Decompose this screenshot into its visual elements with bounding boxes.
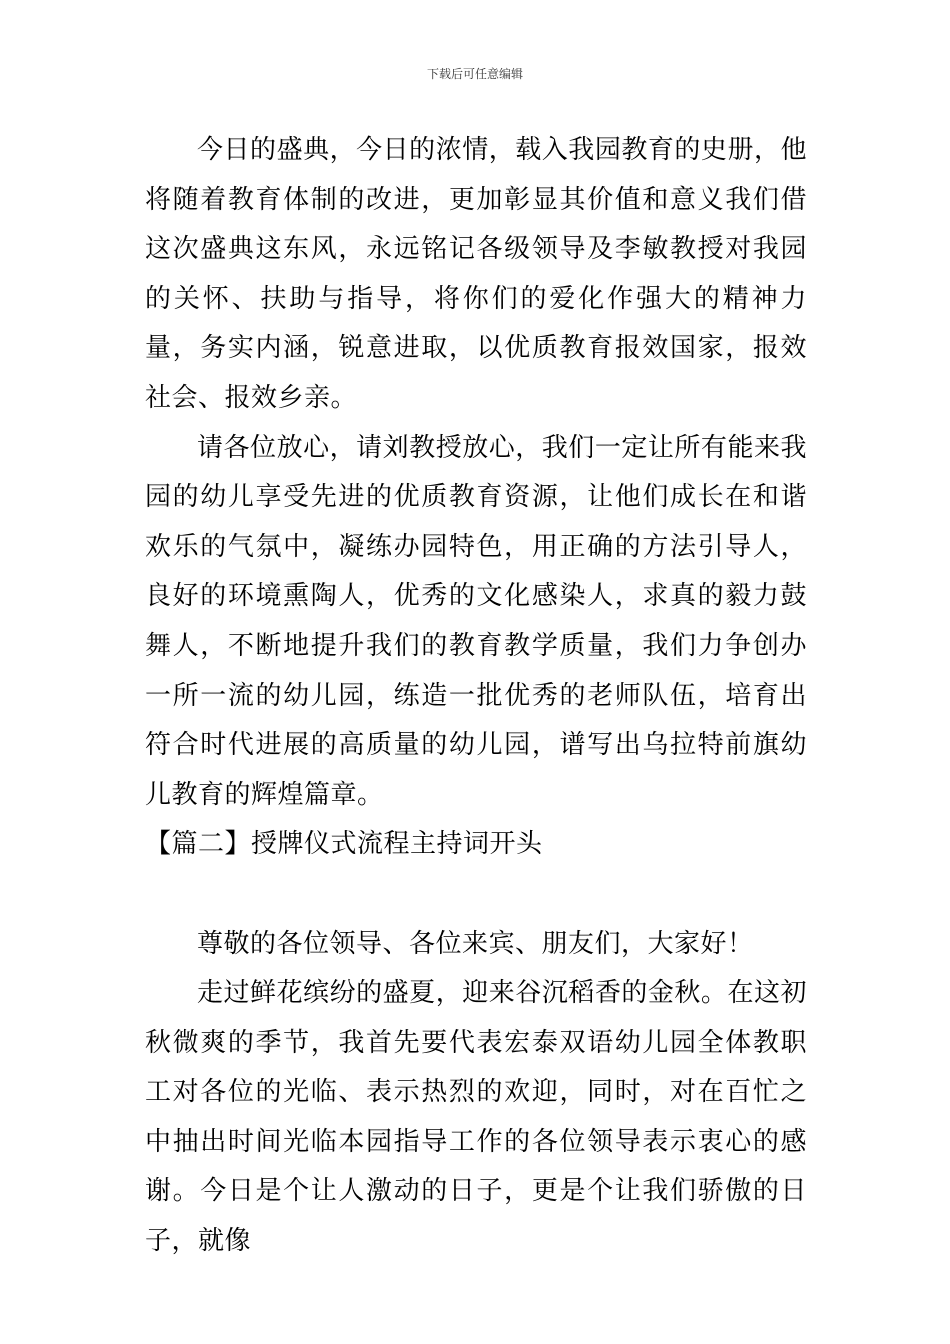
blank-line [145,870,807,920]
paragraph-ceremony: 今日的盛典，今日的浓情，载入我园教育的史册，他将随着教育体制的改进，更加彰显其价值和意义我们借这次盛典这东风，永远铭记各级领导及李敏教授对我园的关怀、扶助与指导，将你们的爱化作强大的精神力量，务实内涵，锐意进取，以优质教育报效国家，报效社会、报效乡亲。 [145,135,807,413]
paragraph-promise: 请各位放心，请刘教授放心，我们一定让所有能来我园的幼儿享受先进的优质教育资源，让他们成长在和谐欢乐的气氛中，凝练办园特色，用正确的方法引导人，良好的环境熏陶人，优秀的文化感染人，求真的毅力鼓舞人，不断地提升我们的教育教学质量，我们力争创办一所一流的幼儿园，练造一批优秀的老师队伍，培育出符合时代进展的高质量的幼儿园，谱写出乌拉特前旗幼儿教育的辉煌篇章。 [145,432,807,810]
document-body [145,126,807,1267]
paragraph-greeting: 尊敬的各位领导、各位来宾、朋友们，大家好！ [197,928,754,959]
paragraph-welcome: 走过鲜花缤纷的盛夏，迎来谷沉稻香的金秋。在这初秋微爽的季节，我首先要代表宏泰双语幼儿园全体教职工对各位的光临、表示热烈的欢迎，同时，对在百忙之中抽出时间光临本园指导工作的各位领导表示衷心的感谢。今日是个让人激动的日子，更是个让我们骄傲的日子，就像 [145,978,807,1257]
section-heading: 【篇二】授牌仪式流程主持词开头 [145,829,543,860]
page-header: 下载后可任意编辑 [426,67,523,81]
